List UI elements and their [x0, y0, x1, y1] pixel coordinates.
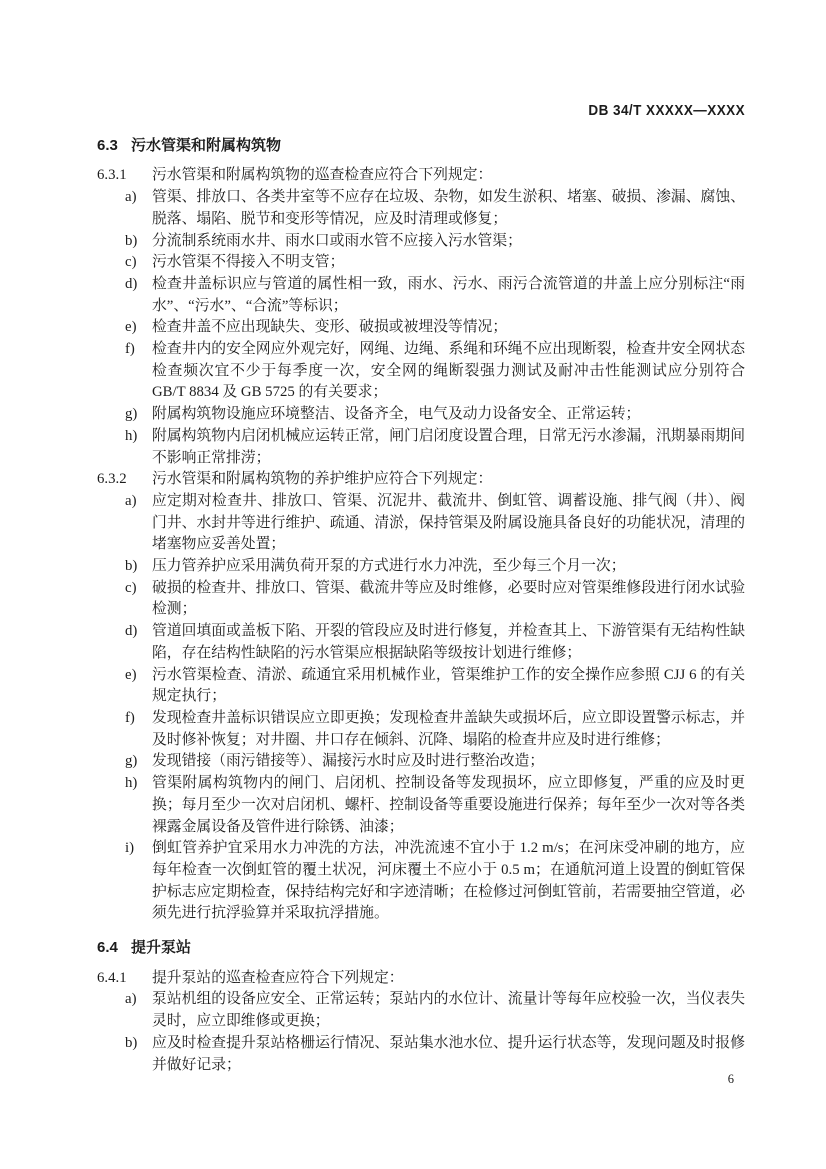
item-label: b) [125, 1034, 138, 1051]
item-text: 应定期对检查井、排放口、管渠、沉泥井、截流井、倒虹管、调蓄设施、排气阀（井）、阀门井、水封井等进行维护、疏通、清淤，保持管渠及附属设施具备良好的功能状况，清理的堵塞物应妥善处置； [152, 492, 745, 553]
item-label: d) [125, 275, 138, 292]
clause-item [97, 751, 745, 773]
section-title: 污水管渠和附属构筑物 [131, 136, 282, 154]
clause-item [97, 621, 745, 664]
item-label: a) [125, 189, 137, 206]
clause-number: 6.3.2 [97, 471, 127, 488]
item-text: 污水管渠检查、清淤、疏通宜采用机械作业，管渠维护工作的安全操作应参照 CJJ 6 的有关规定执行； [152, 666, 745, 705]
item-text: 管渠、排放口、各类井室等不应存在垃圾、杂物，如发生淤积、堵塞、破损、渗漏、腐蚀、脱落、塌陷、脱节和变形等情况，应及时清理或修复； [152, 189, 745, 227]
section-heading [97, 937, 745, 959]
item-text: 泵站机组的设备应安全、正常运转；泵站内的水位计、流量计等每年应校验一次，当仪表失灵时，应立即维修或更换； [152, 991, 745, 1030]
clause-item [97, 339, 745, 404]
item-label: d) [125, 623, 138, 640]
clause-item [97, 556, 745, 578]
item-label: f) [125, 709, 135, 726]
standard-code: DB 34/T XXXXX—XXXX [588, 102, 745, 119]
item-label: a) [125, 492, 137, 509]
item-text: 破损的检查井、排放口、管渠、截流井等应及时维修，必要时应对管渠维修段进行闭水试验检测； [152, 579, 745, 618]
item-text: 发现检查井盖标识错误应立即更换；发现检查井盖缺失或损坏后，应立即设置警示标志，并及时修补恢复；对井圈、井口存在倾斜、沉降、塌陷的检查井应及时进行维修； [152, 709, 745, 748]
page-number: 6 [727, 1072, 734, 1086]
page-header [97, 100, 745, 122]
item-label: a) [125, 991, 137, 1008]
item-label: e) [125, 666, 137, 683]
item-label: b) [125, 232, 138, 249]
clause-text: 污水管渠和附属构筑物的巡查检查应符合下列规定： [152, 167, 493, 184]
clause-text: 提升泵站的巡查检查应符合下列规定： [152, 969, 404, 986]
clause-text: 污水管渠和附属构筑物的养护维护应符合下列规定： [152, 471, 493, 488]
item-label: h) [125, 427, 138, 444]
clause-item [97, 274, 745, 317]
item-label: f) [125, 341, 135, 358]
clause-heading [97, 469, 745, 491]
item-text: 压力管养护应采用满负荷开泵的方式进行水力冲洗，至少每三个月一次； [152, 558, 626, 575]
clause-item [97, 491, 745, 556]
item-text: 管渠附属构筑物内的闸门、启闭机、控制设备等发现损坏，应立即修复，严重的应及时更换；每月至少一次对启闭机、螺杆、控制设备等重要设施进行保养；每年至少一次对等各类裸露金属设备及管件进行除锈、油漆； [152, 775, 745, 835]
document-body [97, 135, 745, 1077]
clause-item [97, 838, 745, 925]
clause-item [97, 426, 745, 469]
clause-item [97, 404, 745, 426]
clause-item [97, 989, 745, 1032]
clause-item [97, 252, 745, 274]
item-text: 管道回填面或盖板下陷、开裂的管段应及时进行修复，并检查其上、下游管渠有无结构性缺陷，存在结构性缺陷的污水管渠应根据缺陷等级按计划进行维修； [152, 623, 745, 661]
clause-heading [97, 968, 745, 990]
item-text: 附属构筑物设施应环境整洁、设备齐全，电气及动力设备安全、正常运转； [152, 406, 641, 423]
item-label: c) [125, 254, 137, 271]
item-label: i) [125, 840, 135, 857]
item-text: 附属构筑物内启闭机械应运转正常，闸门启闭度设置合理，日常无污水渗漏，汛期暴雨期间不影响正常排涝； [152, 427, 745, 466]
section-title: 提升泵站 [131, 939, 192, 957]
item-text: 应及时检查提升泵站格栅运行情况、泵站集水池水位、提升运行状态等，发现问题及时报修并做好记录； [152, 1034, 745, 1073]
section-heading [97, 135, 745, 157]
clause-heading [97, 165, 745, 187]
clause-item [97, 578, 745, 621]
document-content [97, 100, 745, 1076]
clause-number: 6.3.1 [97, 167, 127, 184]
item-text: 污水管渠不得接入不明支管； [152, 254, 345, 271]
clause-item [97, 231, 745, 253]
clause-item [97, 1033, 745, 1076]
item-label: c) [125, 579, 137, 596]
clause-item [97, 317, 745, 339]
item-text: 分流制系统雨水井、雨水口或雨水管不应接入污水管渠； [152, 232, 522, 249]
item-text: 检查井盖不应出现缺失、变形、破损或被埋没等情况； [152, 319, 508, 336]
section-number: 6.4 [97, 939, 118, 957]
item-label: h) [125, 775, 138, 792]
clause-number: 6.4.1 [97, 969, 127, 986]
clause-item [97, 773, 745, 838]
item-label: e) [125, 319, 137, 336]
clause-item [97, 708, 745, 751]
item-text: 发现错接（雨污错接等）、漏接污水时应及时进行整治改造； [152, 753, 545, 770]
item-label: g) [125, 406, 138, 423]
item-text: 检查井盖标识应与管道的属性相一致，雨水、污水、雨污合流管道的井盖上应分别标注“雨水”、“污水”、“合流”等标识； [152, 275, 745, 314]
item-text: 检查井内的安全网应外观完好，网绳、边绳、系绳和环绳不应出现断裂，检查井安全网状态检查频次宜不少于每季度一次，安全网的绳断裂强力测试及耐冲击性能测试应分别符合 GB/T 8834 及 GB 5725 的有关要求； [152, 341, 745, 401]
section-number: 6.3 [97, 136, 118, 154]
item-text: 倒虹管养护宜采用水力冲洗的方法，冲洗流速不宜小于 1.2 m/s；在河床受冲刷的地方，应每年检查一次倒虹管的覆土状况，河床覆土不应小于 0.5 m；在通航河道上设置的倒虹管保护标志应定期检查，保持结构完好和字迹清晰；在检修过河倒虹管前，若需要抽空管道，必须先进行抗浮验算并采取抗浮措施。 [152, 840, 745, 922]
item-label: g) [125, 753, 138, 770]
clause-item [97, 187, 745, 230]
item-label: b) [125, 558, 138, 575]
clause-item [97, 665, 745, 708]
